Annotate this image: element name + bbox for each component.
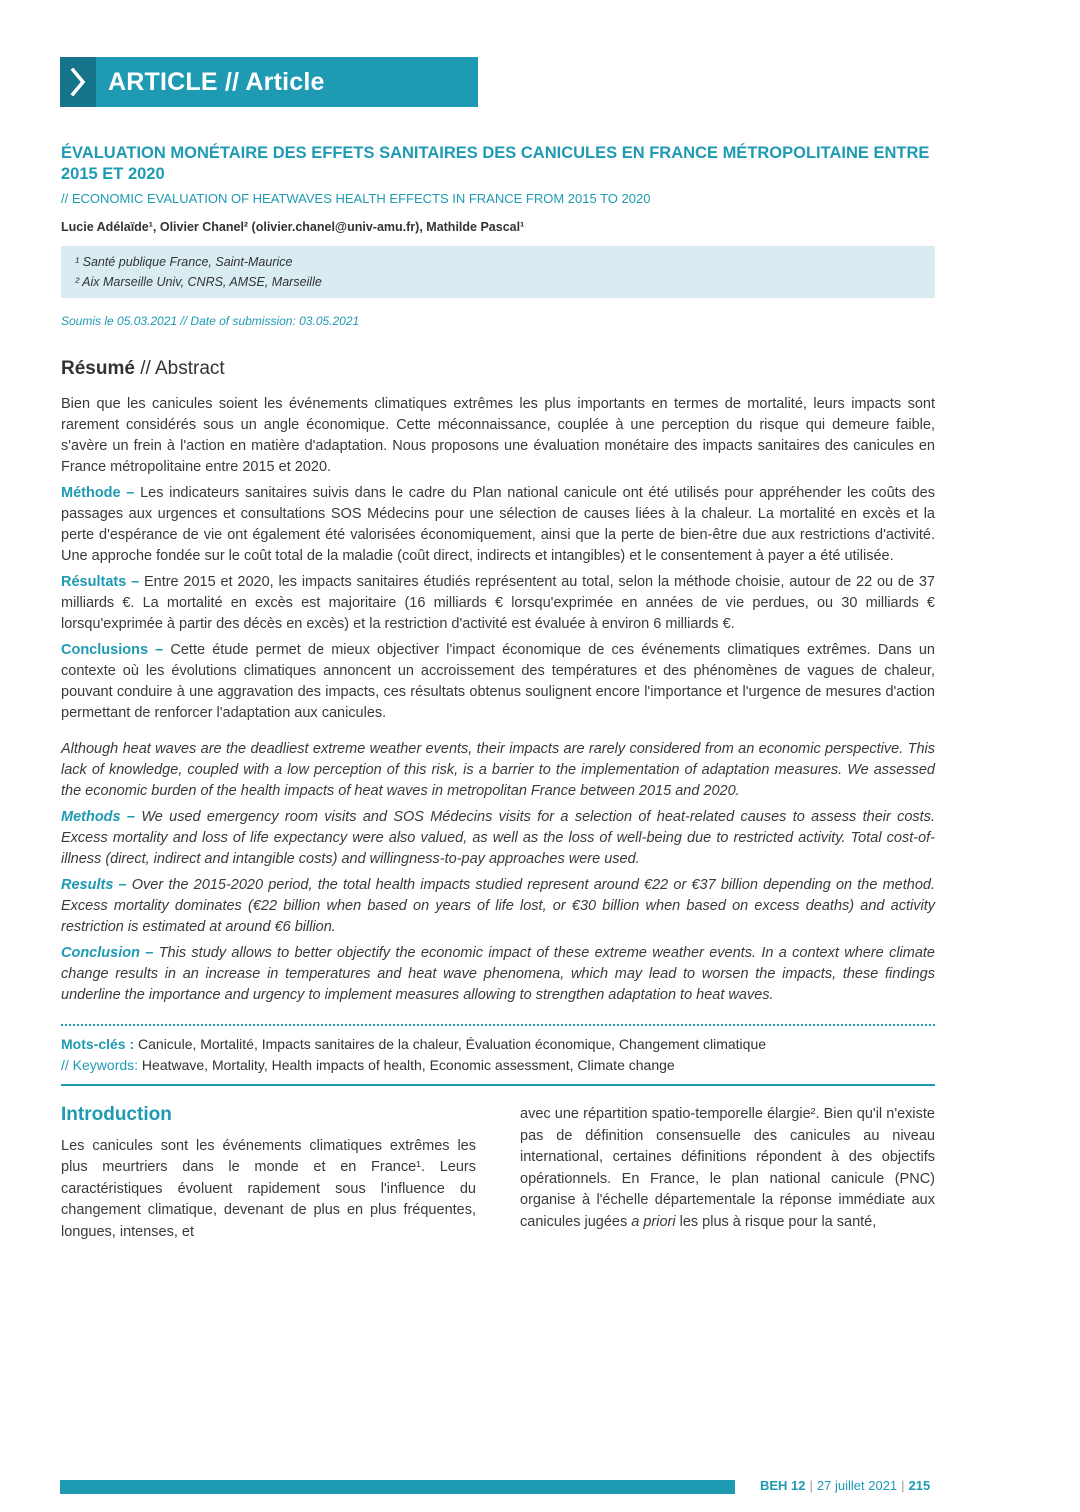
abstract-en-methods: Methods – We used emergency room visits and SOS Médecins visits for a selection of heat-related causes to assess their costs. Excess mortality and loss of life expectancy were also valued, as well as the loss of well-being due to restricted activity. Total cost-of-illness (direct, indirect and intangible costs) and willingness-to-pay approaches were used.: [61, 809, 935, 867]
abstract-heading: Résumé // Abstract: [61, 358, 225, 379]
abstract-fr-conclusions: Conclusions – Cette étude permet de mieux objectiver l'impact économique de ces événements climatiques extrêmes. Dans un contexte où les évolutions climatiques annoncent un accroissement des températures et des phénomènes de vagues de chaleur, pouvant conduire à une aggravation des impacts, ces résultats obtenus soulignent encore l'importance et l'urgence de mesures d'action permettant de renforcer l'adaptation aux canicules.: [61, 642, 935, 721]
abstract-fr-resultats: Résultats – Entre 2015 et 2020, les impacts sanitaires étudiés représentent au total, selon la méthode choisie, autour de 22 ou de 37 milliards €. La mortalité en excès est majoritaire (16 milliards € lorsqu'exprimée en années de vie perdues, ou 30 milliards € lorsqu'exprimée à partir des décès en excès) et la restriction d'activité est évaluée à environ 6 milliards €.: [61, 574, 935, 632]
journal-name: BEH 12: [760, 1478, 806, 1493]
abstract-fr-intro: Bien que les canicules soient les événements climatiques extrêmes les plus importants en termes de mortalité, leurs impacts sont rarement considérés sous un angle économique. Cette méconnaissance, couplée à une perception du risque qui demeure faible, s'avère un frein à l'action en matière d'adaptation. Nous proposons une évaluation monétaire des impacts sanitaires des canicules en France métropolitaine entre 2015 et 2020.: [61, 396, 935, 475]
page-number: 215: [908, 1478, 931, 1493]
footer-info: BEH 12 | 27 juillet 2021 | 215: [760, 1478, 931, 1493]
article-body: [61, 143, 935, 1243]
article-type-banner: [60, 57, 478, 107]
keywords-block: [61, 1026, 935, 1084]
introduction-text-2b: les plus à risque pour la santé,: [675, 1213, 877, 1230]
introduction-text-2-em: a priori: [631, 1213, 676, 1230]
chevron-right-icon: [60, 57, 96, 107]
introduction-text-1: Les canicules sont les événements climatiques extrêmes les plus meurtriers dans le monde et en France¹. Leurs caractéristiques évoluent rapidement sous l'influence du changement climatique, devenant de plus en plus fréquentes, longues, intenses, et: [61, 1137, 476, 1240]
author-list: Lucie Adélaïde¹, Olivier Chanel² (olivier.chanel@univ-amu.fr), Mathilde Pascal¹: [61, 220, 525, 234]
abstract-en-results: Results – Over the 2015-2020 period, the total health impacts studied represent around €22 or €37 billion depending on the method. Excess mortality dominates (€22 billion when based on years of life lost, or €30 billion when based on excess deaths) and activity restriction is estimated at around €6 billion.: [61, 877, 935, 935]
solid-divider: [61, 1084, 935, 1086]
banner-title: ARTICLE // Article: [108, 67, 325, 96]
issue-date: 27 juillet 2021: [816, 1478, 898, 1493]
article-title-fr: ÉVALUATION MONÉTAIRE DES EFFETS SANITAIRES DES CANICULES EN FRANCE MÉTROPOLITAINE ENTRE 2015 ET 2020: [61, 144, 930, 183]
abstract-fr-methode: Méthode – Les indicateurs sanitaires suivis dans le cadre du Plan national canicule ont été utilisés pour appréhender les coûts des passages aux urgences et consultations SOS Médecins pour une sélection de causes liées à la chaleur. La mortalité en excès et la perte d'espérance de vie ont également été valorisées économiquement, ainsi que la perte de bien-être due aux restrictions d'activité. Une approche fondée sur le coût total de la maladie (coût direct, indirects et intangibles) et le consentement à payer a été utilisée.: [61, 485, 935, 564]
affiliations-box: [61, 246, 935, 298]
introduction-col-2: [520, 1104, 935, 1243]
affiliation-1: ¹ Santé publique France, Saint-Maurice: [75, 255, 293, 269]
keywords-fr: Mots-clés : Canicule, Mortalité, Impacts sanitaires de la chaleur, Évaluation économique, Changement climatique: [61, 1036, 767, 1052]
abstract-en-intro: Although heat waves are the deadliest extreme weather events, their impacts are rarely considered from an economic perspective. This lack of knowledge, coupled with a low perception of this risk, is a barrier to the implementation of adaptation measures. We assessed the economic burden of the health impacts of heat waves in metropolitan France between 2015 and 2020.: [61, 741, 935, 799]
submission-date: Soumis le 05.03.2021 // Date of submission: 03.05.2021: [61, 314, 360, 328]
introduction-text-2a: avec une répartition spatio-temporelle élargie². Bien qu'il n'existe pas de définition consensuelle des canicules au niveau international, certaines définitions répondent à des objectifs opérationnels. En France, le plan national canicule (PNC) organise à l'échelle départementale la réponse immédiate aux canicules jugées: [520, 1106, 935, 1230]
introduction-heading: Introduction: [61, 1104, 172, 1125]
introduction-col-1: [61, 1104, 476, 1243]
footer-bar: [60, 1480, 735, 1494]
introduction-columns: [61, 1104, 935, 1243]
article-title-en: // ECONOMIC EVALUATION OF HEATWAVES HEALTH EFFECTS IN FRANCE FROM 2015 TO 2020: [61, 191, 651, 206]
affiliation-2: ² Aix Marseille Univ, CNRS, AMSE, Marseille: [75, 275, 322, 289]
abstract-en-conclusion: Conclusion – This study allows to better objectify the economic impact of these extreme weather events. In a context where climate change results in an increase in temperatures and heat wave phenomena, which may lead to worsen the impacts, these findings underline the importance and urgency to implement measures allowing to strengthen adaptation to heat waves.: [61, 945, 935, 1003]
keywords-en: // Keywords: Heatwave, Mortality, Health impacts of health, Economic assessment, Climate change: [61, 1057, 675, 1073]
